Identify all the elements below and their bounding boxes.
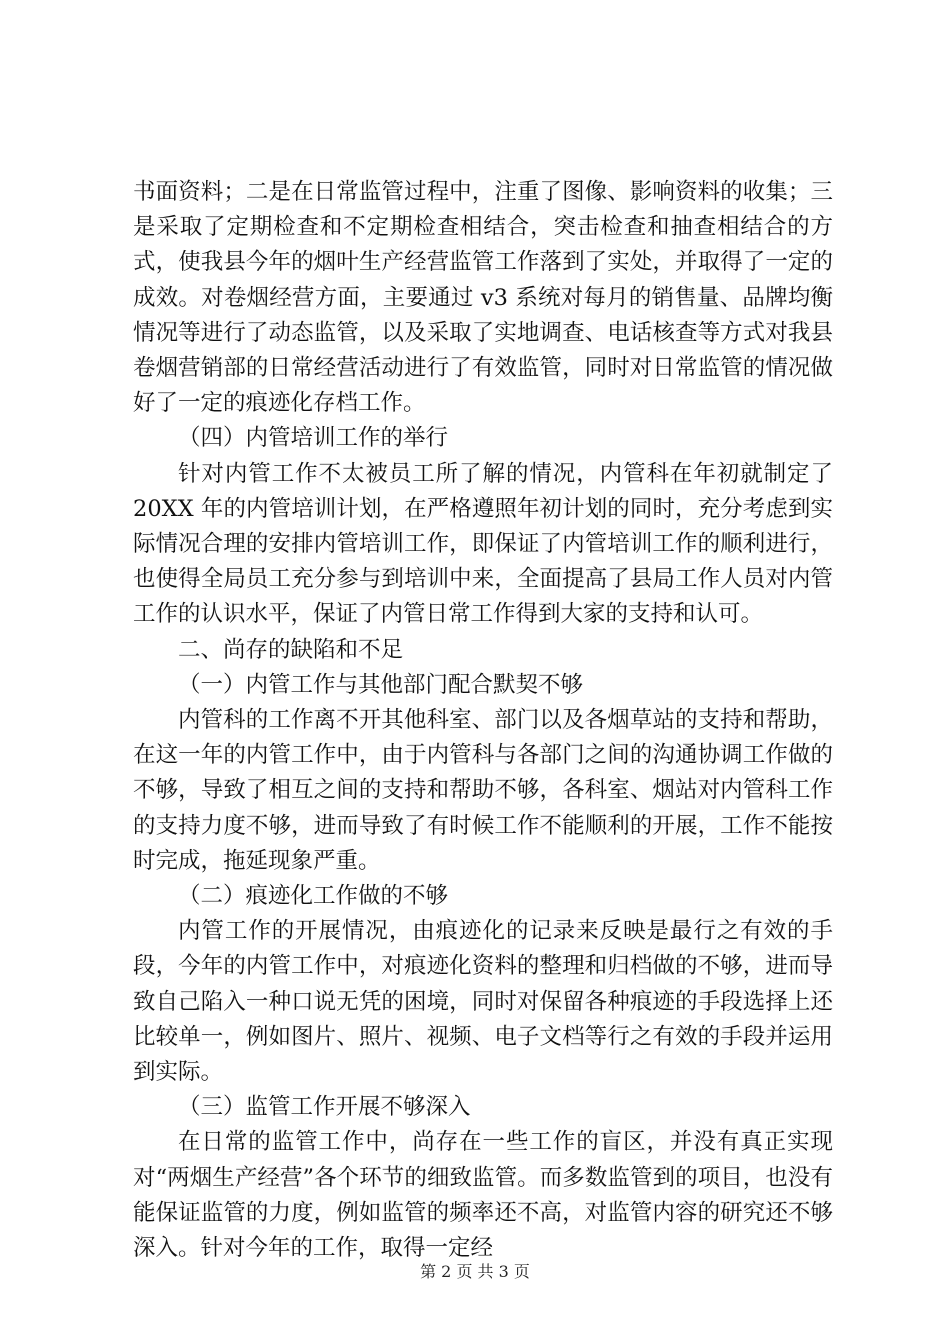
paragraph-training: 针对内管工作不太被员工所了解的情况，内管科在年初就制定了 20XX 年的内管培训计划，在严格遵照年初计划的同时，充分考虑到实际情况合理的安排内管培训工作，即保证了内管培训工作的顺利进行，也使得全局员工充分参与到培训中来，全面提高了县局工作人员对内管工作的认识水平，保证了内管日常工作得到大家的支持和认可。: [133, 460, 833, 628]
section-heading-training: （四）内管培训工作的举行: [178, 425, 449, 452]
paragraph-coordination: 内管科的工作离不开其他科室、部门以及各烟草站的支持和帮助，在这一年的内管工作中，由于内管科与各部门之间的沟通协调工作做的不够，导致了相互之间的支持和帮助不够，各科室、烟站对内管科工作的支持力度不够，进而导致了有时候工作不能顺利的开展，工作不能按时完成，拖延现象严重。: [133, 707, 833, 874]
paragraph-supervision-depth: 在日常的监管工作中，尚存在一些工作的盲区，并没有真正实现对“两烟生产经营”各个环节的细致监管。而多数监管到的项目，也没有能保证监管的力度，例如监管的频率还不高，对监管内容的研究还不够深入。针对今年的工作，取得一定经: [133, 1129, 833, 1262]
paragraph-supervision-methods: 书面资料；二是在日常监管过程中，注重了图像、影响资料的收集；三是采取了定期检查和不定期检查相结合，突击检查和抽查相结合的方式，使我县今年的烟叶生产经营监管工作落到了实处，并取得了一定的成效。对卷烟经营方面，主要通过 v3 系统对每月的销售量、品牌均衡情况等进行了动态监管，以及采取了实地调查、电话核查等方式对我县卷烟营销部的日常经营活动进行了有效监管，同时对日常监管的情况做好了一定的痕迹化存档工作。: [133, 179, 833, 417]
subsection-heading-supervision-depth: （三）监管工作开展不够深入: [178, 1094, 471, 1121]
section-heading-shortcomings: 二、尚存的缺陷和不足: [178, 636, 404, 663]
document-body: [133, 175, 833, 1266]
subsection-heading-records: （二）痕迹化工作做的不够: [178, 883, 449, 910]
paragraph-records: 内管工作的开展情况，由痕迹化的记录来反映是最行之有效的手段，今年的内管工作中，对痕迹化资料的整理和归档做的不够，进而导致自己陷入一种口说无凭的困境，同时对保留各种痕迹的手段选择上还比较单一，例如图片、照片、视频、电子文档等行之有效的手段并运用到实际。: [133, 918, 833, 1086]
page-number-footer: 第 2 页 共 3 页: [420, 1262, 530, 1281]
subsection-heading-coordination: （一）内管工作与其他部门配合默契不够: [178, 671, 584, 698]
